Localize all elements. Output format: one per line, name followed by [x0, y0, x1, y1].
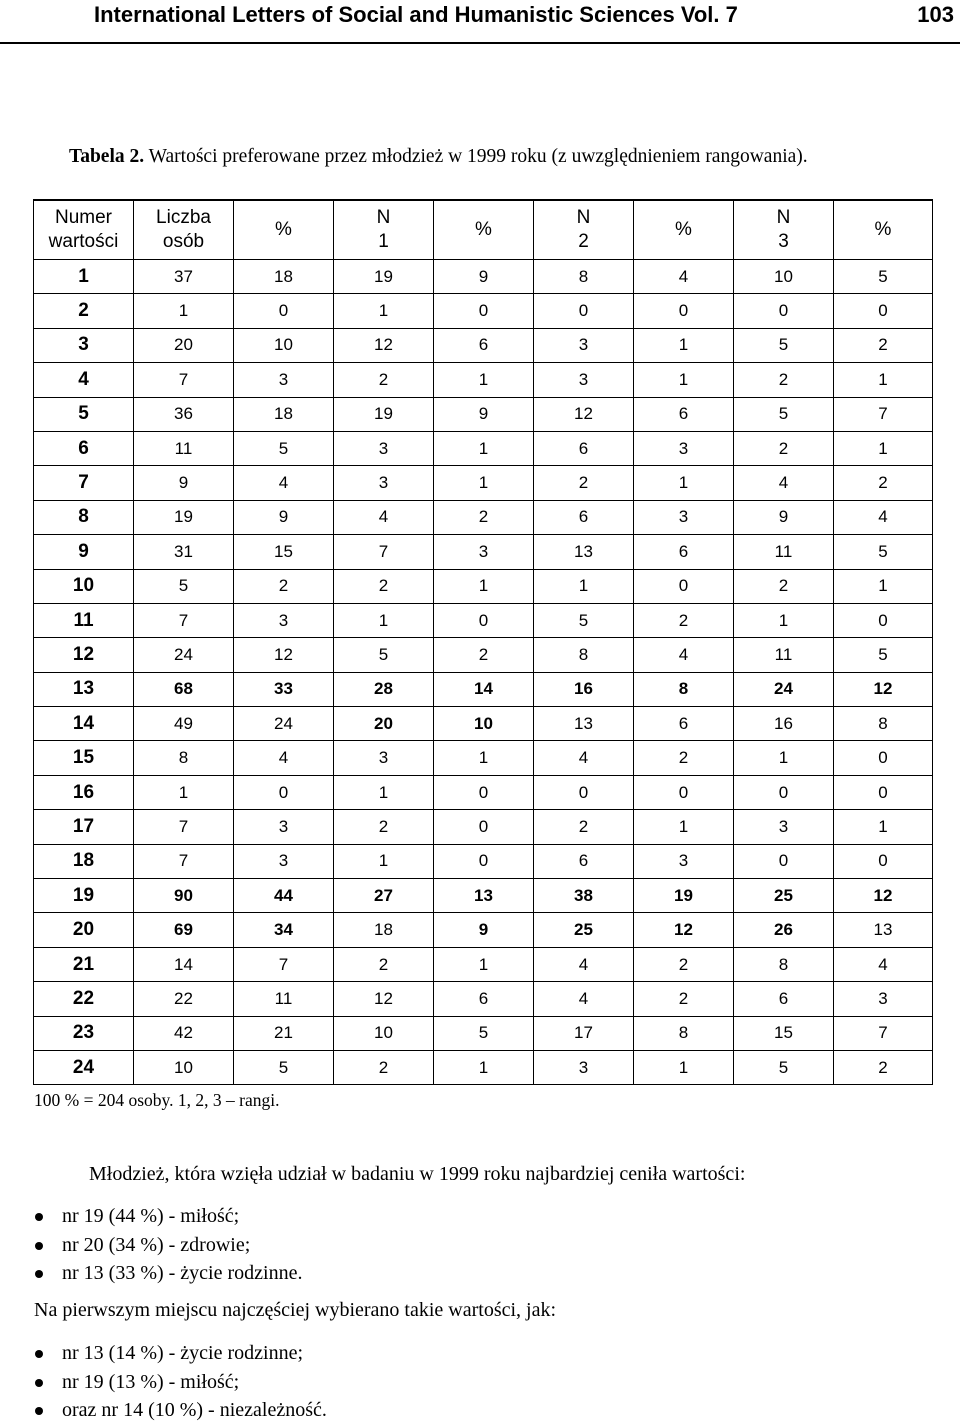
table-cell: 6	[634, 707, 734, 741]
table-cell: 8	[634, 672, 734, 706]
table-cell: 14	[134, 947, 234, 981]
table-cell: 0	[634, 569, 734, 603]
table-cell: 12	[834, 672, 933, 706]
value-number-cell: 19	[34, 879, 134, 913]
table-cell: 1	[634, 1050, 734, 1084]
table-cell: 3	[634, 500, 734, 534]
column-header-line: Numer	[54, 207, 112, 228]
table-cell: 0	[834, 741, 933, 775]
table-cell: 1	[434, 363, 534, 397]
table-cell: 6	[734, 982, 834, 1016]
column-header	[234, 200, 334, 260]
table-cell: 0	[534, 775, 634, 809]
table-cell: 1	[334, 844, 434, 878]
table-cell: 4	[534, 947, 634, 981]
column-header-line: %	[675, 219, 692, 240]
table-cell: 8	[134, 741, 234, 775]
table-cell: 4	[734, 466, 834, 500]
column-header	[34, 200, 134, 260]
table-cell: 3	[434, 535, 534, 569]
column-header	[434, 200, 534, 260]
table-cell: 0	[834, 775, 933, 809]
table-cell: 2	[234, 569, 334, 603]
table-cell: 1	[834, 569, 933, 603]
value-number-cell: 9	[34, 535, 134, 569]
table-cell: 2	[634, 947, 734, 981]
table-cell: 17	[534, 1016, 634, 1050]
table-cell: 12	[634, 913, 734, 947]
table-cell: 10	[434, 707, 534, 741]
table-cell: 3	[334, 431, 434, 465]
table-cell: 0	[834, 844, 933, 878]
table-cell: 7	[134, 810, 234, 844]
table-row	[34, 775, 933, 809]
table-cell: 2	[334, 1050, 434, 1084]
table-cell: 21	[234, 1016, 334, 1050]
column-header-line: %	[475, 219, 492, 240]
table-cell: 3	[534, 1050, 634, 1084]
table-cell: 10	[134, 1050, 234, 1084]
table-cell: 3	[834, 982, 933, 1016]
table-cell: 1	[434, 1050, 534, 1084]
table-row	[34, 844, 933, 878]
bullet-icon	[35, 1379, 43, 1387]
table-cell: 4	[234, 466, 334, 500]
table-cell: 6	[534, 500, 634, 534]
table-cell: 7	[134, 844, 234, 878]
column-header	[734, 200, 834, 260]
table-cell: 6	[534, 844, 634, 878]
table-cell: 1	[334, 775, 434, 809]
table-cell: 9	[434, 397, 534, 431]
table-cell: 19	[134, 500, 234, 534]
table-cell: 7	[134, 363, 234, 397]
value-number-cell: 20	[34, 913, 134, 947]
value-number-cell: 1	[34, 260, 134, 294]
column-header-line: N	[376, 207, 391, 228]
list-item-text: nr 19 (44 %) - miłość;	[62, 1205, 240, 1227]
table-cell: 5	[234, 431, 334, 465]
table-cell: 22	[134, 982, 234, 1016]
table-cell: 3	[234, 363, 334, 397]
table-cell: 1	[634, 363, 734, 397]
table-cell: 2	[634, 741, 734, 775]
table-cell: 2	[734, 569, 834, 603]
table-cell: 3	[234, 844, 334, 878]
table-cell: 1	[534, 569, 634, 603]
bullet-icon	[35, 1350, 43, 1358]
table-cell: 13	[534, 535, 634, 569]
table-cell: 24	[134, 638, 234, 672]
value-number-cell: 7	[34, 466, 134, 500]
list-item-text: nr 13 (14 %) - życie rodzinne;	[62, 1342, 304, 1364]
table-cell: 13	[534, 707, 634, 741]
value-number-cell: 2	[34, 294, 134, 328]
table-cell: 2	[334, 569, 434, 603]
column-header-line: wartości	[48, 231, 119, 252]
table-cell: 9	[234, 500, 334, 534]
table-cell: 31	[134, 535, 234, 569]
table-cell: 8	[534, 260, 634, 294]
table-cell: 6	[434, 982, 534, 1016]
table-body	[34, 260, 933, 1085]
table-cell: 2	[434, 500, 534, 534]
table-cell: 36	[134, 397, 234, 431]
table-cell: 3	[634, 844, 734, 878]
table-cell: 0	[534, 294, 634, 328]
table-cell: 1	[134, 775, 234, 809]
table-cell: 34	[234, 913, 334, 947]
table-cell: 9	[434, 260, 534, 294]
table-cell: 20	[134, 328, 234, 362]
table-cell: 8	[734, 947, 834, 981]
list-item	[33, 1259, 302, 1288]
table-row	[34, 810, 933, 844]
table-cell: 7	[134, 603, 234, 637]
table-footnote: 100 % = 204 osoby. 1, 2, 3 – rangi.	[34, 1090, 280, 1110]
table-row	[34, 707, 933, 741]
table-cell: 12	[534, 397, 634, 431]
table-cell: 0	[834, 294, 933, 328]
table-caption	[69, 146, 808, 168]
table-cell: 0	[434, 844, 534, 878]
table-cell: 4	[634, 260, 734, 294]
table-cell: 4	[834, 947, 933, 981]
table-cell: 2	[534, 810, 634, 844]
table-cell: 2	[734, 431, 834, 465]
table-cell: 0	[434, 775, 534, 809]
list-item	[33, 1368, 327, 1397]
table-cell: 6	[634, 397, 734, 431]
table-cell: 1	[434, 466, 534, 500]
table-cell: 12	[334, 982, 434, 1016]
table-cell: 12	[234, 638, 334, 672]
table-cell: 5	[434, 1016, 534, 1050]
bullet-icon	[35, 1213, 43, 1221]
list-item-text: nr 19 (13 %) - miłość;	[62, 1370, 240, 1393]
table-row	[34, 363, 933, 397]
table-cell: 27	[334, 879, 434, 913]
table-cell: 0	[434, 603, 534, 637]
column-header-line: N	[576, 207, 591, 228]
bullet-icon	[35, 1242, 43, 1250]
table-cell: 90	[134, 879, 234, 913]
column-header	[134, 200, 234, 260]
value-number-cell: 6	[34, 431, 134, 465]
table-row	[34, 638, 933, 672]
table-cell: 69	[134, 913, 234, 947]
table-cell: 4	[534, 982, 634, 1016]
table-cell: 11	[234, 982, 334, 1016]
table-cell: 2	[534, 466, 634, 500]
column-header-line: 1	[378, 231, 389, 252]
page-header	[0, 0, 960, 44]
table-cell: 2	[834, 1050, 933, 1084]
table-cell: 2	[834, 466, 933, 500]
table-cell: 0	[634, 294, 734, 328]
column-header-line: 2	[578, 231, 589, 252]
table-row	[34, 466, 933, 500]
values-table	[33, 199, 933, 1085]
table-cell: 19	[334, 397, 434, 431]
table-cell: 2	[634, 982, 734, 1016]
table-cell: 2	[334, 947, 434, 981]
table-cell: 0	[234, 775, 334, 809]
table-cell: 3	[534, 363, 634, 397]
table-cell: 13	[834, 913, 933, 947]
table-row	[34, 1050, 933, 1084]
table-cell: 3	[234, 810, 334, 844]
table-row	[34, 603, 933, 637]
value-number-cell: 17	[34, 810, 134, 844]
table-row	[34, 569, 933, 603]
table-cell: 1	[834, 431, 933, 465]
bullet-list-top-values	[33, 1202, 302, 1288]
table-cell: 8	[634, 1016, 734, 1050]
table-cell: 12	[334, 328, 434, 362]
table-cell: 4	[634, 638, 734, 672]
value-number-cell: 13	[34, 672, 134, 706]
table-cell: 2	[734, 363, 834, 397]
table-cell: 7	[834, 1016, 933, 1050]
table-cell: 16	[734, 707, 834, 741]
table-cell: 1	[834, 810, 933, 844]
table-cell: 18	[234, 397, 334, 431]
table-cell: 5	[834, 638, 933, 672]
paragraph-first-place: Na pierwszym miejscu najczęściej wybierano takie wartości, jak:	[34, 1299, 557, 1321]
table-cell: 5	[734, 397, 834, 431]
table-cell: 1	[634, 466, 734, 500]
table-cell: 5	[334, 638, 434, 672]
value-number-cell: 11	[34, 603, 134, 637]
value-number-cell: 23	[34, 1016, 134, 1050]
table-cell: 1	[634, 328, 734, 362]
table-cell: 5	[534, 603, 634, 637]
table-cell: 11	[734, 638, 834, 672]
table-cell: 7	[334, 535, 434, 569]
table-cell: 4	[334, 500, 434, 534]
table-cell: 24	[734, 672, 834, 706]
table-cell: 24	[234, 707, 334, 741]
table-cell: 18	[234, 260, 334, 294]
table-cell: 3	[334, 466, 434, 500]
table-cell: 25	[734, 879, 834, 913]
list-item	[33, 1202, 302, 1231]
table-cell: 1	[434, 431, 534, 465]
table-cell: 3	[234, 603, 334, 637]
table-cell: 5	[234, 1050, 334, 1084]
table-cell: 19	[634, 879, 734, 913]
table-row	[34, 913, 933, 947]
table-cell: 14	[434, 672, 534, 706]
bullet-icon	[35, 1407, 43, 1415]
table-cell: 0	[434, 810, 534, 844]
table-cell: 1	[334, 603, 434, 637]
table-row	[34, 672, 933, 706]
table-row	[34, 260, 933, 294]
table-cell: 5	[734, 1050, 834, 1084]
table-cell: 10	[734, 260, 834, 294]
table-row	[34, 947, 933, 981]
column-header-line: osób	[162, 231, 205, 252]
table-row	[34, 431, 933, 465]
table-cell: 10	[334, 1016, 434, 1050]
table-row	[34, 741, 933, 775]
table-cell: 10	[234, 328, 334, 362]
table-row	[34, 1016, 933, 1050]
page-number: 103	[917, 2, 954, 27]
list-item	[33, 1231, 302, 1260]
table-cell: 3	[534, 328, 634, 362]
table-cell: 49	[134, 707, 234, 741]
table-header-row	[34, 200, 933, 260]
table-cell: 7	[834, 397, 933, 431]
value-number-cell: 3	[34, 328, 134, 362]
table-cell: 12	[834, 879, 933, 913]
table-cell: 1	[734, 603, 834, 637]
table-cell: 3	[634, 431, 734, 465]
table-cell: 0	[734, 775, 834, 809]
value-number-cell: 18	[34, 844, 134, 878]
table-cell: 3	[334, 741, 434, 775]
table-cell: 15	[734, 1016, 834, 1050]
table-cell: 16	[534, 672, 634, 706]
bullet-icon	[35, 1270, 43, 1278]
table-cell: 4	[534, 741, 634, 775]
table-cell: 6	[434, 328, 534, 362]
journal-title: International Letters of Social and Humanistic Sciences Vol. 7	[94, 2, 738, 27]
table-cell: 7	[234, 947, 334, 981]
table-row	[34, 328, 933, 362]
column-header-line: %	[275, 219, 292, 240]
value-number-cell: 14	[34, 707, 134, 741]
table-cell: 2	[634, 603, 734, 637]
table-row	[34, 500, 933, 534]
table-cell: 44	[234, 879, 334, 913]
table-cell: 38	[534, 879, 634, 913]
table-cell: 1	[834, 363, 933, 397]
table-cell: 5	[834, 535, 933, 569]
table-cell: 9	[434, 913, 534, 947]
table-cell: 1	[434, 569, 534, 603]
table-cell: 3	[734, 810, 834, 844]
list-item-text: oraz nr 14 (10 %) - niezależność.	[62, 1399, 327, 1421]
table-cell: 5	[134, 569, 234, 603]
value-number-cell: 21	[34, 947, 134, 981]
table-cell: 5	[734, 328, 834, 362]
value-number-cell: 4	[34, 363, 134, 397]
caption-text: Wartości preferowane przez młodzież w 1999 roku (z uwzględnieniem rangowania).	[144, 146, 808, 167]
table-cell: 1	[734, 741, 834, 775]
value-number-cell: 16	[34, 775, 134, 809]
table-cell: 11	[134, 431, 234, 465]
column-header-line: 3	[778, 231, 789, 252]
list-item	[33, 1339, 327, 1368]
table-cell: 11	[734, 535, 834, 569]
table-cell: 6	[534, 431, 634, 465]
table-cell: 33	[234, 672, 334, 706]
table-cell: 13	[434, 879, 534, 913]
table-cell: 0	[834, 603, 933, 637]
column-header	[834, 200, 933, 260]
column-header	[634, 200, 734, 260]
table-row	[34, 294, 933, 328]
value-number-cell: 8	[34, 500, 134, 534]
table-cell: 28	[334, 672, 434, 706]
table-cell: 0	[234, 294, 334, 328]
table-cell: 0	[734, 844, 834, 878]
table-cell: 1	[634, 810, 734, 844]
list-item-text: nr 20 (34 %) - zdrowie;	[62, 1233, 251, 1256]
table-cell: 9	[734, 500, 834, 534]
value-number-cell: 22	[34, 982, 134, 1016]
table-cell: 2	[334, 810, 434, 844]
table-cell: 20	[334, 707, 434, 741]
table-cell: 4	[234, 741, 334, 775]
caption-label: Tabela 2.	[69, 146, 145, 167]
table-row	[34, 982, 933, 1016]
table-row	[34, 397, 933, 431]
table-cell: 68	[134, 672, 234, 706]
table-cell: 19	[334, 260, 434, 294]
table-cell: 0	[434, 294, 534, 328]
table-cell: 1	[434, 741, 534, 775]
table-cell: 0	[734, 294, 834, 328]
value-number-cell: 5	[34, 397, 134, 431]
table-row	[34, 535, 933, 569]
table-cell: 2	[434, 638, 534, 672]
table-cell: 6	[634, 535, 734, 569]
table-cell: 4	[834, 500, 933, 534]
table-cell: 18	[334, 913, 434, 947]
paragraph-top-values: Młodzież, która wzięła udział w badaniu w 1999 roku najbardziej ceniła wartości:	[89, 1163, 746, 1185]
table-cell: 37	[134, 260, 234, 294]
table-cell: 0	[634, 775, 734, 809]
table-cell: 9	[134, 466, 234, 500]
table-cell: 15	[234, 535, 334, 569]
list-item-text: nr 13 (33 %) - życie rodzinne.	[62, 1262, 303, 1284]
table-cell: 1	[334, 294, 434, 328]
column-header-line: %	[874, 219, 892, 240]
table-cell: 2	[334, 363, 434, 397]
table-row	[34, 879, 933, 913]
value-number-cell: 10	[34, 569, 134, 603]
table-cell: 42	[134, 1016, 234, 1050]
table-cell: 8	[834, 707, 933, 741]
table-cell: 5	[834, 260, 933, 294]
value-number-cell: 15	[34, 741, 134, 775]
table-cell: 2	[834, 328, 933, 362]
value-number-cell: 12	[34, 638, 134, 672]
table-cell: 26	[734, 913, 834, 947]
bullet-list-first-place	[33, 1339, 327, 1425]
list-item	[33, 1396, 327, 1425]
column-header-line: N	[776, 207, 791, 228]
column-header-line: Liczba	[156, 207, 211, 228]
column-header	[534, 200, 634, 260]
column-header	[334, 200, 434, 260]
table-cell: 8	[534, 638, 634, 672]
value-number-cell: 24	[34, 1050, 134, 1084]
table-cell: 1	[134, 294, 234, 328]
table-cell: 25	[534, 913, 634, 947]
table-cell: 1	[434, 947, 534, 981]
